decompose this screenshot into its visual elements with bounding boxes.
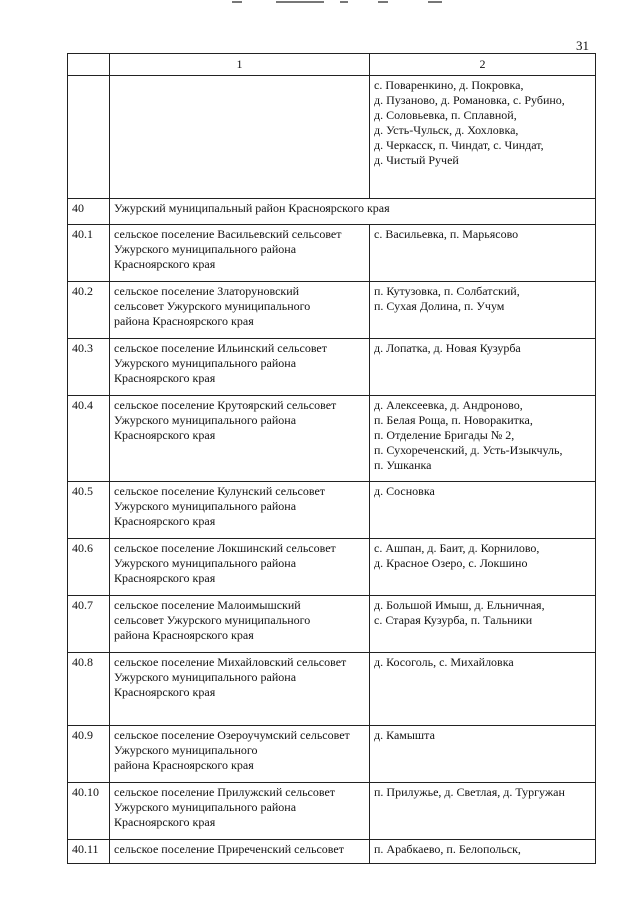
row-settlements: п. Кутузовка, п. Солбатский, п. Сухая Долина, п. Учум [370,282,596,339]
row-number: 40.2 [68,282,110,339]
row-municipality: сельское поселение Озероучумский сельсовет Ужурского муниципального района Красноярского края [110,726,370,783]
page-number: 31 [576,38,589,53]
row-settlements: д. Камышта [370,726,596,783]
row-settlements: с. Васильевка, п. Марьясово [370,225,596,282]
row-number [68,76,110,199]
row-number: 40.4 [68,396,110,482]
row-settlements: д. Сосновка [370,482,596,539]
row-number: 40.6 [68,539,110,596]
row-settlements: п. Прилужье, д. Светлая, д. Тургужан [370,783,596,840]
row-settlements: д. Косоголь, с. Михайловка [370,653,596,726]
row-municipality: сельское поселение Кулунский сельсовет Ужурского муниципального района Красноярского края [110,482,370,539]
row-number: 40.1 [68,225,110,282]
table-row [68,225,596,282]
table-row [68,596,596,653]
row-settlements: с. Ашпан, д. Баит, д. Корнилово, д. Красное Озеро, с. Локшино [370,539,596,596]
row-municipality: сельское поселение Малоимышский сельсовет Ужурского муниципального района Красноярского края [110,596,370,653]
settlements-table [67,53,596,864]
row-number: 40.8 [68,653,110,726]
row-number: 40.9 [68,726,110,783]
header-cell-column-2: 2 [370,54,596,76]
row-number: 40.5 [68,482,110,539]
row-settlements: д. Большой Имыш, д. Ельничная, с. Старая Кузурба, п. Тальники [370,596,596,653]
table-row [68,76,596,199]
row-municipality: сельское поселение Приреченский сельсовет [110,840,370,864]
row-settlements: д. Лопатка, д. Новая Кузурба [370,339,596,396]
table-row [68,482,596,539]
header-cell-column-1: 1 [110,54,370,76]
row-settlements: с. Поваренкино, д. Покровка, д. Пузаново, д. Романовка, с. Рубино, д. Соловьевка, п. Сплавной, д. Усть-Чульск, д. Хохловка, д. Черкасск, п. Чиндат, с. Чиндат, д. Чистый Ручей [370,76,596,199]
row-settlements: д. Алексеевка, д. Андроново, п. Белая Роща, п. Новоракитка, п. Отделение Бригады № 2, п. Сухореченский, д. Усть-Изыкчуль, п. Ушканка [370,396,596,482]
table-row [68,396,596,482]
row-municipality: сельское поселение Крутоярский сельсовет Ужурского муниципального района Красноярского края [110,396,370,482]
row-number: 40.7 [68,596,110,653]
table-row [68,783,596,840]
scan-artifacts [0,0,633,8]
row-number: 40.10 [68,783,110,840]
table-row [68,339,596,396]
row-settlements: п. Арабкаево, п. Белопольск, [370,840,596,864]
table-row [68,840,596,864]
row-district-title: Ужурский муниципальный район Красноярского края [110,199,596,225]
row-municipality: сельское поселение Прилужский сельсовет Ужурского муниципального района Красноярского края [110,783,370,840]
row-municipality: сельское поселение Златоруновский сельсовет Ужурского муниципального района Красноярского края [110,282,370,339]
row-municipality [110,76,370,199]
header-cell-number [68,54,110,76]
table-row [68,282,596,339]
row-number: 40.3 [68,339,110,396]
row-number: 40 [68,199,110,225]
row-municipality: сельское поселение Михайловский сельсовет Ужурского муниципального района Красноярского края [110,653,370,726]
table-row [68,653,596,726]
table-row [68,539,596,596]
table-row [68,726,596,783]
row-municipality: сельское поселение Васильевский сельсовет Ужурского муниципального района Красноярского края [110,225,370,282]
table-header-row [68,54,596,76]
row-municipality: сельское поселение Ильинский сельсовет Ужурского муниципального района Красноярского края [110,339,370,396]
row-number: 40.11 [68,840,110,864]
table-row [68,199,596,225]
row-municipality: сельское поселение Локшинский сельсовет Ужурского муниципального района Красноярского края [110,539,370,596]
